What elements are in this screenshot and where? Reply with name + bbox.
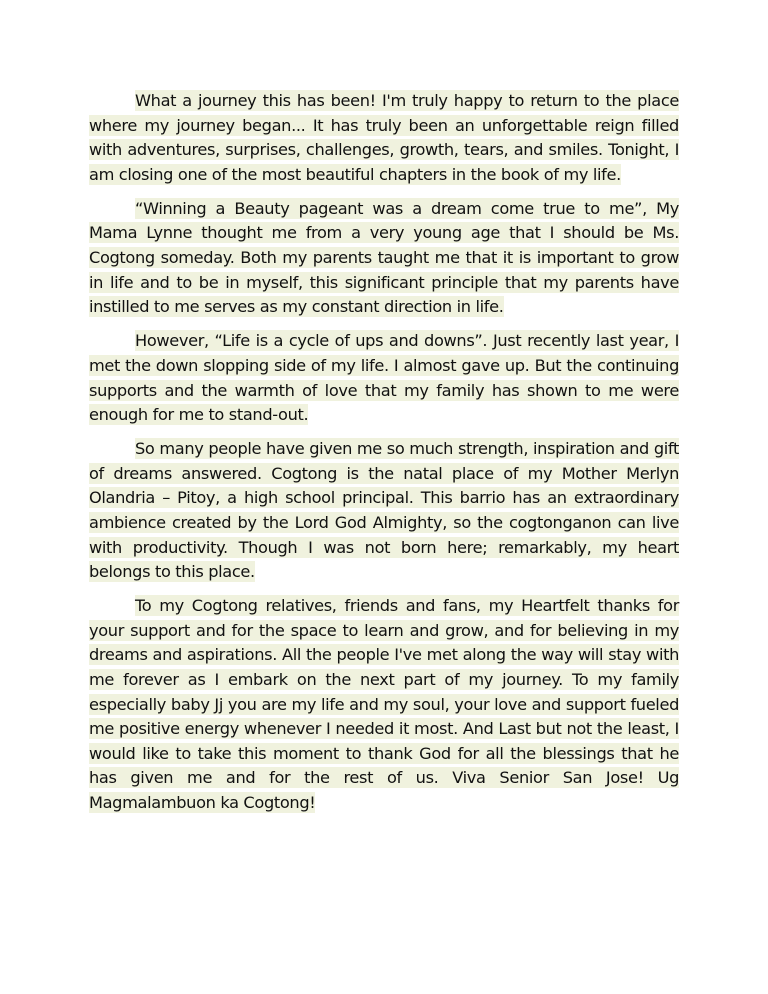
paragraph-4-text: So many people have given me so much strength, inspiration and gift of dreams answered. Cogtong is the natal place of my Mother Merlyn Olandria – Pitoy, a high school principal. This barrio has an extraordinary ambience created by the Lord God Almighty, so the cogtonganon can live with productivity. Though I was not born here; remarkably, my heart belongs to this place. <box>89 439 679 582</box>
paragraph-2 <box>89 197 679 320</box>
paragraph-4 <box>89 437 679 585</box>
document-body <box>89 89 679 825</box>
paragraph-3 <box>89 329 679 427</box>
paragraph-3-text: However, “Life is a cycle of ups and downs”. Just recently last year, I met the down slopping side of my life. I almost gave up. But the continuing supports and the warmth of love that my family has shown to me were enough for me to stand-out. <box>89 331 679 425</box>
paragraph-2-text: “Winning a Beauty pageant was a dream come true to me”, My Mama Lynne thought me from a very young age that I should be Ms. Cogtong someday. Both my parents taught me that it is important to grow in life and to be in myself, this significant principle that my parents have instilled to me serves as my constant direction in life. <box>89 198 679 317</box>
paragraph-1-text: What a journey this has been! I'm truly happy to return to the place where my journey began... It has truly been an unforgettable reign filled with adventures, surprises, challenges, growth, tears, and smiles. Tonight, I am closing one of the most beautiful chapters in the book of my life. <box>89 91 679 184</box>
paragraph-1 <box>89 89 679 187</box>
paragraph-5 <box>89 594 679 815</box>
paragraph-5-text: To my Cogtong relatives, friends and fans, my Heartfelt thanks for your support and for the space to learn and grow, and for believing in my dreams and aspirations. All the people I've met along the way will stay with me forever as I embark on the next part of my journey. To my family especially baby Jj you are my life and my soul, your love and support fueled me positive energy whenever I needed it most. And Last but not the least, I would like to take this moment to thank God for all the blessings that he has given me and for the rest of us. Viva Senior San Jose! Ug Magmalambuon ka Cogtong! <box>89 596 679 813</box>
